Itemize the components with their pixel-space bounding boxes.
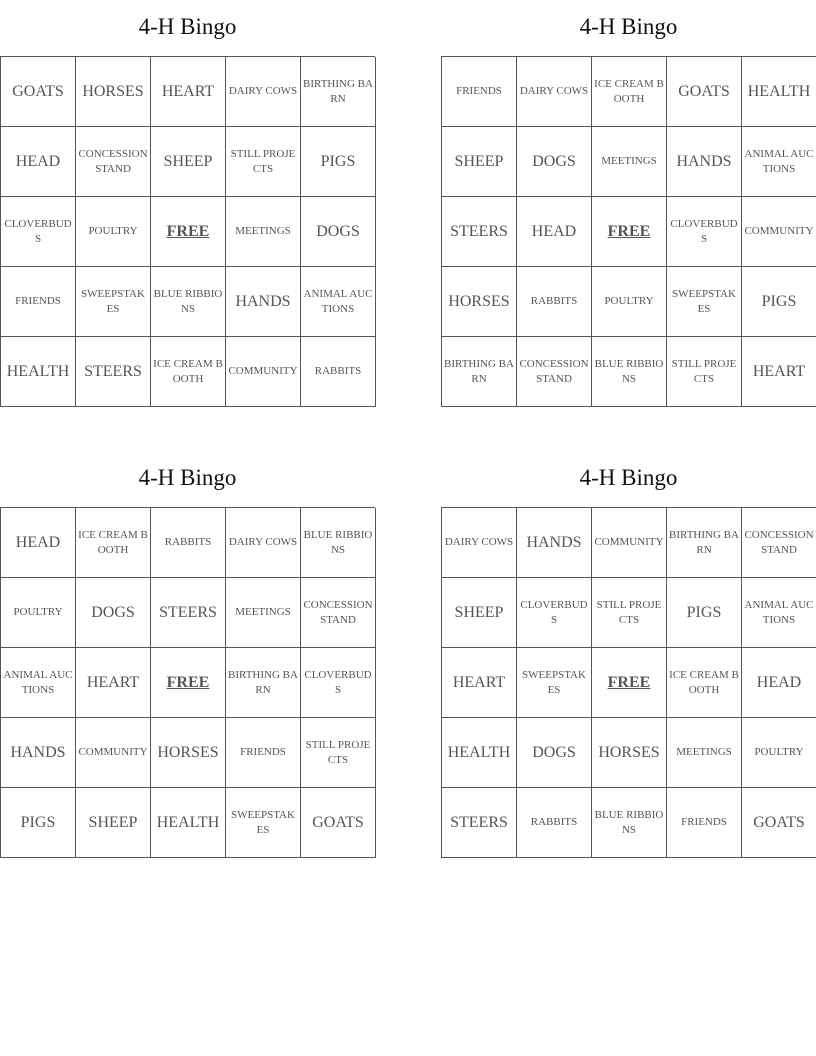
bingo-cell — [667, 127, 742, 197]
bingo-cell-label: COMMUNITY — [78, 746, 148, 758]
bingo-cell — [742, 267, 816, 337]
bingo-cell — [76, 127, 151, 197]
bingo-cell-label: HEART — [161, 82, 215, 100]
bingo-cell-label: PIGS — [20, 813, 56, 831]
bingo-cell-label: SHEEP — [454, 152, 504, 170]
bingo-cell-label: BIRTHING BARN — [228, 668, 298, 696]
bingo-card-3 — [0, 451, 375, 858]
bingo-cell — [667, 578, 742, 648]
bingo-cell-label: HANDS — [526, 533, 582, 551]
bingo-cell — [226, 578, 301, 648]
bingo-cell — [517, 337, 592, 407]
bingo-cell — [301, 648, 376, 718]
bingo-cell-label: COMMUNITY — [744, 225, 814, 237]
bingo-cell — [592, 578, 667, 648]
bingo-cell — [442, 127, 517, 197]
bingo-cell-label: MEETINGS — [601, 155, 657, 167]
bingo-cell-label: FRIENDS — [15, 295, 61, 307]
bingo-cell-label: HORSES — [82, 82, 144, 100]
bingo-cell — [442, 337, 517, 407]
bingo-cell — [76, 718, 151, 788]
bingo-cell-label: STEERS — [84, 362, 142, 380]
bingo-cell-label: DOGS — [532, 743, 576, 761]
bingo-cell — [517, 718, 592, 788]
bingo-cell — [517, 127, 592, 197]
bingo-cell-label: MEETINGS — [235, 606, 291, 618]
bingo-cell — [301, 788, 376, 858]
bingo-cell — [742, 648, 816, 718]
bingo-cell-label: PIGS — [320, 152, 356, 170]
bingo-cell — [1, 197, 76, 267]
bingo-cell — [667, 788, 742, 858]
bingo-cell-label: DAIRY COWS — [519, 85, 589, 97]
bingo-cell — [517, 788, 592, 858]
bingo-cell-label: SWEEPSTAKES — [522, 668, 586, 696]
bingo-cell — [742, 127, 816, 197]
bingo-cell-label: HEAD — [15, 533, 61, 551]
bingo-cell-label: DAIRY COWS — [228, 536, 298, 548]
bingo-cell — [742, 57, 816, 127]
bingo-cell — [442, 578, 517, 648]
bingo-cell-label: BLUE RIBBIONS — [594, 357, 664, 385]
bingo-cell-label: DOGS — [91, 603, 135, 621]
bingo-cell-label: COMMUNITY — [594, 536, 664, 548]
bingo-cell-label: ICE CREAM BOOTH — [669, 668, 739, 696]
bingo-cell — [517, 197, 592, 267]
bingo-cell — [76, 337, 151, 407]
bingo-cell-label: POULTRY — [88, 225, 138, 237]
bingo-cell-label: POULTRY — [13, 606, 63, 618]
bingo-cell-label: FREE — [607, 222, 651, 240]
card-title: 4-H Bingo — [138, 14, 237, 39]
bingo-cell — [76, 197, 151, 267]
bingo-cell — [76, 57, 151, 127]
bingo-cell — [667, 337, 742, 407]
bingo-cell-label: CLOVERBUDS — [670, 217, 738, 245]
bingo-cell-label: SWEEPSTAKES — [672, 287, 736, 315]
bingo-cell-label: FRIENDS — [681, 816, 727, 828]
bingo-cell-label: FREE — [166, 673, 210, 691]
bingo-cell — [742, 337, 816, 407]
bingo-cell-label: HEART — [452, 673, 506, 691]
bingo-cell — [667, 57, 742, 127]
bingo-card-1 — [0, 0, 375, 407]
bingo-cell — [226, 127, 301, 197]
bingo-cell — [667, 508, 742, 578]
bingo-cell — [742, 578, 816, 648]
bingo-cell-label: HORSES — [598, 743, 660, 761]
bingo-cell — [667, 197, 742, 267]
bingo-cell-label: HEART — [752, 362, 806, 380]
bingo-cell-label: HORSES — [448, 292, 510, 310]
bingo-cell-label: POULTRY — [754, 746, 804, 758]
bingo-cell — [226, 267, 301, 337]
bingo-cell — [1, 578, 76, 648]
bingo-cell — [151, 788, 226, 858]
bingo-cell — [76, 508, 151, 578]
bingo-cell-label: GOATS — [678, 82, 730, 100]
bingo-cell-label: GOATS — [12, 82, 64, 100]
bingo-cell — [442, 648, 517, 718]
bingo-cell — [151, 127, 226, 197]
bingo-cell — [1, 127, 76, 197]
bingo-cell-label: STEERS — [450, 813, 508, 831]
bingo-cell-label: STILL PROJECTS — [596, 598, 662, 626]
bingo-cell-label: ANIMAL AUCTIONS — [303, 287, 373, 315]
bingo-cell-label: DAIRY COWS — [228, 85, 298, 97]
bingo-cell-label: HEALTH — [6, 362, 70, 380]
bingo-cell — [1, 57, 76, 127]
bingo-cell — [742, 508, 816, 578]
bingo-cell-label: ICE CREAM BOOTH — [78, 528, 148, 556]
bingo-cell — [442, 267, 517, 337]
bingo-cell — [442, 197, 517, 267]
bingo-cell-label: ICE CREAM BOOTH — [594, 77, 664, 105]
bingo-cell — [1, 788, 76, 858]
bingo-cell-label: HEALTH — [747, 82, 811, 100]
bingo-cell — [742, 718, 816, 788]
bingo-cell-label: STILL PROJECTS — [671, 357, 737, 385]
bingo-cell — [76, 267, 151, 337]
bingo-cell — [301, 578, 376, 648]
bingo-grid — [441, 56, 816, 407]
bingo-cell — [667, 267, 742, 337]
bingo-cell — [742, 788, 816, 858]
bingo-cell — [76, 578, 151, 648]
bingo-cell-label: RABBITS — [314, 365, 362, 377]
bingo-card-2 — [441, 0, 816, 407]
bingo-cell-label: CONCESSION STAND — [744, 528, 814, 556]
bingo-cell-label: HEAD — [531, 222, 577, 240]
bingo-cell-label: POULTRY — [604, 295, 654, 307]
bingo-cell-label: DOGS — [316, 222, 360, 240]
bingo-cell-label: HEART — [86, 673, 140, 691]
bingo-cell-label: BLUE RIBBIONS — [153, 287, 223, 315]
bingo-cell — [151, 267, 226, 337]
bingo-cell — [667, 718, 742, 788]
free-space-cell — [151, 648, 226, 718]
bingo-cell — [517, 267, 592, 337]
bingo-cell-label: PIGS — [686, 603, 722, 621]
bingo-cell-label: GOATS — [312, 813, 364, 831]
bingo-cell-label: CONCESSION STAND — [78, 147, 148, 175]
bingo-cell-label: SHEEP — [88, 813, 138, 831]
bingo-cell — [301, 127, 376, 197]
bingo-cell — [76, 648, 151, 718]
bingo-cell — [301, 267, 376, 337]
bingo-cell-label: CONCESSION STAND — [519, 357, 589, 385]
bingo-cell — [442, 718, 517, 788]
bingo-cell — [226, 197, 301, 267]
bingo-cell-label: HANDS — [235, 292, 291, 310]
free-space-cell — [592, 197, 667, 267]
bingo-cell-label: BLUE RIBBIONS — [303, 528, 373, 556]
bingo-cell — [301, 337, 376, 407]
bingo-cell-label: DAIRY COWS — [444, 536, 514, 548]
bingo-cell-label: RABBITS — [530, 816, 578, 828]
bingo-cell — [442, 788, 517, 858]
bingo-cell-label: HANDS — [676, 152, 732, 170]
bingo-cell — [592, 57, 667, 127]
bingo-cell — [301, 57, 376, 127]
bingo-cell-label: SHEEP — [163, 152, 213, 170]
bingo-cell — [76, 788, 151, 858]
bingo-cell-label: ANIMAL AUCTIONS — [744, 147, 814, 175]
bingo-cell — [592, 127, 667, 197]
bingo-cell — [226, 718, 301, 788]
bingo-cell-label: ICE CREAM BOOTH — [153, 357, 223, 385]
bingo-cell-label: BIRTHING BARN — [669, 528, 739, 556]
bingo-cell — [301, 508, 376, 578]
bingo-cell-label: RABBITS — [530, 295, 578, 307]
bingo-cell — [151, 57, 226, 127]
bingo-cell-label: BIRTHING BARN — [444, 357, 514, 385]
bingo-cell — [592, 718, 667, 788]
bingo-cell — [742, 197, 816, 267]
bingo-cell-label: FREE — [166, 222, 210, 240]
bingo-cell-label: CLOVERBUDS — [304, 668, 372, 696]
bingo-cell-label: STILL PROJECTS — [305, 738, 371, 766]
card-title: 4-H Bingo — [579, 465, 678, 490]
bingo-cell-label: STEERS — [450, 222, 508, 240]
bingo-cell-label: ANIMAL AUCTIONS — [744, 598, 814, 626]
bingo-cell-label: FRIENDS — [456, 85, 502, 97]
bingo-grid — [0, 56, 375, 407]
bingo-cell-label: CLOVERBUDS — [520, 598, 588, 626]
bingo-cell-label: PIGS — [761, 292, 797, 310]
bingo-cell — [1, 648, 76, 718]
bingo-cell — [592, 267, 667, 337]
bingo-cell — [1, 508, 76, 578]
bingo-card-4 — [441, 451, 816, 858]
bingo-cell-label: GOATS — [753, 813, 805, 831]
bingo-cell-label: SWEEPSTAKES — [81, 287, 145, 315]
free-space-cell — [592, 648, 667, 718]
bingo-cell — [517, 508, 592, 578]
bingo-cell — [1, 718, 76, 788]
bingo-grid — [441, 507, 816, 858]
bingo-cell — [226, 337, 301, 407]
bingo-cell-label: HEAD — [756, 673, 802, 691]
bingo-cell-label: COMMUNITY — [228, 365, 298, 377]
bingo-cell — [226, 508, 301, 578]
bingo-cell-label: BLUE RIBBIONS — [594, 808, 664, 836]
bingo-grid — [0, 507, 375, 858]
bingo-cell-label: HANDS — [10, 743, 66, 761]
bingo-cell — [442, 57, 517, 127]
bingo-cell — [226, 57, 301, 127]
bingo-cell — [151, 718, 226, 788]
bingo-cell-label: RABBITS — [164, 536, 212, 548]
bingo-cell — [301, 718, 376, 788]
bingo-cell — [592, 508, 667, 578]
bingo-cell — [667, 648, 742, 718]
bingo-cell — [442, 508, 517, 578]
card-title: 4-H Bingo — [579, 14, 678, 39]
bingo-cell-label: FRIENDS — [240, 746, 286, 758]
bingo-cell — [151, 508, 226, 578]
bingo-cell-label: DOGS — [532, 152, 576, 170]
bingo-cell — [1, 337, 76, 407]
bingo-cell-label: HORSES — [157, 743, 219, 761]
bingo-cell — [301, 197, 376, 267]
bingo-cell — [1, 267, 76, 337]
bingo-cell-label: CLOVERBUDS — [4, 217, 72, 245]
bingo-cell-label: SWEEPSTAKES — [231, 808, 295, 836]
bingo-cell-label: STEERS — [159, 603, 217, 621]
bingo-cell-label: CONCESSION STAND — [303, 598, 373, 626]
bingo-cell-label: HEALTH — [447, 743, 511, 761]
bingo-cell-label: MEETINGS — [676, 746, 732, 758]
card-title: 4-H Bingo — [138, 465, 237, 490]
bingo-cell-label: HEALTH — [156, 813, 220, 831]
bingo-cell — [151, 578, 226, 648]
bingo-cell-label: FREE — [607, 673, 651, 691]
bingo-cell-label: ANIMAL AUCTIONS — [3, 668, 73, 696]
bingo-cell — [517, 57, 592, 127]
free-space-cell — [151, 197, 226, 267]
bingo-cell-label: MEETINGS — [235, 225, 291, 237]
bingo-cell-label: HEAD — [15, 152, 61, 170]
bingo-cell — [517, 578, 592, 648]
bingo-cell — [517, 648, 592, 718]
bingo-cell — [592, 337, 667, 407]
bingo-cell-label: STILL PROJECTS — [230, 147, 296, 175]
bingo-cell — [151, 337, 226, 407]
bingo-cell — [226, 788, 301, 858]
bingo-cell — [226, 648, 301, 718]
bingo-cell — [592, 788, 667, 858]
bingo-cell-label: SHEEP — [454, 603, 504, 621]
bingo-cell-label: BIRTHING BARN — [303, 77, 373, 105]
